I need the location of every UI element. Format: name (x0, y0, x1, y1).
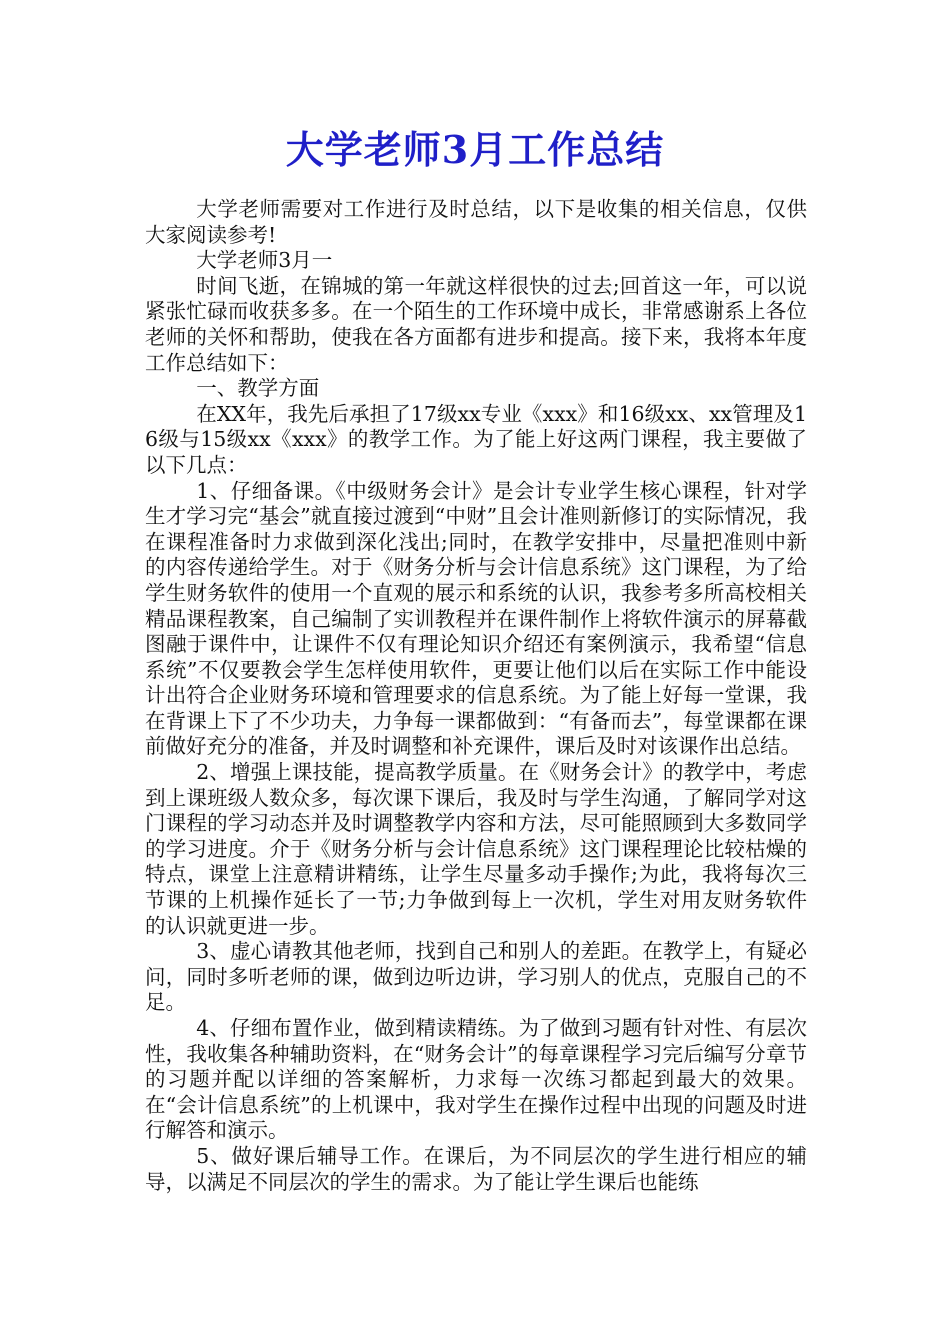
list-item-paragraph: 4、仔细布置作业，做到精读精练。为了做到习题有针对性、有层次性，我收集各种辅助资料，在“财务会计”的每章课程学习完后编写分章节的习题并配以详细的答案解析，力求每一次练习都起到最大的效果。在“会计信息系统”的上机课中，我对学生在操作过程中出现的问题及时进行解答和演示。 (145, 1016, 807, 1143)
intro-paragraph: 大学老师需要对工作进行及时总结，以下是收集的相关信息，仅供大家阅读参考! (145, 197, 807, 247)
body-paragraph: 在XX年，我先后承担了17级xx专业《xxx》和16级xx、xx管理及16级与15级xx《xxx》的教学工作。为了能上好这两门课程，我主要做了以下几点： (145, 401, 807, 477)
body-paragraph: 时间飞逝，在锦城的第一年就这样很快的过去;回首这一年，可以说紧张忙碌而收获多多。在一个陌生的工作环境中成长，非常感谢系上各位老师的关怀和帮助，使我在各方面都有进步和提高。接下来，我将本年度工作总结如下： (145, 273, 807, 375)
section-heading: 一、教学方面 (196, 376, 320, 401)
list-item-paragraph: 1、仔细备课。《中级财务会计》是会计专业学生核心课程，针对学生才学习完“基会”就直接过渡到“中财”且会计准则新修订的实际情况，我在课程准备时力求做到深化浅出;同时，在教学安排中，尽量把准则中新的内容传递给学生。对于《财务分析与会计信息系统》这门课程，为了给学生财务软件的使用一个直观的展示和系统的认识，我参考多所高校相关精品课程教案，自己编制了实训教程并在课件制作上将软件演示的屏幕截图融于课件中，让课件不仅有理论知识介绍还有案例演示，我希望“信息系统”不仅要教会学生怎样使用软件，更要让他们以后在实际工作中能设计出符合企业财务环境和管理要求的信息系统。为了能上好每一堂课，我在背课上下了不少功夫，力争每一课都做到：“有备而去”，每堂课都在课前做好充分的准备，并及时调整和补充课件，课后及时对该课作出总结。 (145, 478, 807, 759)
list-item-paragraph: 2、增强上课技能，提高教学质量。在《财务会计》的教学中，考虑到上课班级人数众多，每次课下课后，我及时与学生沟通，了解同学对这门课程的学习动态并及时调整教学内容和方法，尽可能照顾到大多数同学的学习进度。介于《财务分析与会计信息系统》这门课程理论比较枯燥的特点，课堂上注意精讲精练，让学生尽量多动手操作;为此，我将每次三节课的上机操作延长了一节;力争做到每上一次机，学生对用友财务软件的认识就更进一步。 (145, 760, 807, 938)
document-body (145, 197, 807, 1195)
section-heading: 大学老师3月一 (196, 248, 333, 273)
list-item-paragraph: 3、虚心请教其他老师，找到自己和别人的差距。在教学上，有疑必问，同时多听老师的课，做到边听边讲，学习别人的优点，克服自己的不足。 (145, 939, 807, 1015)
list-item-paragraph: 5、做好课后辅导工作。在课后，为不同层次的学生进行相应的辅导，以满足不同层次的学生的需求。为了能让学生课后也能练 (145, 1143, 807, 1194)
document-title: 大学老师3月工作总结 (285, 127, 665, 172)
